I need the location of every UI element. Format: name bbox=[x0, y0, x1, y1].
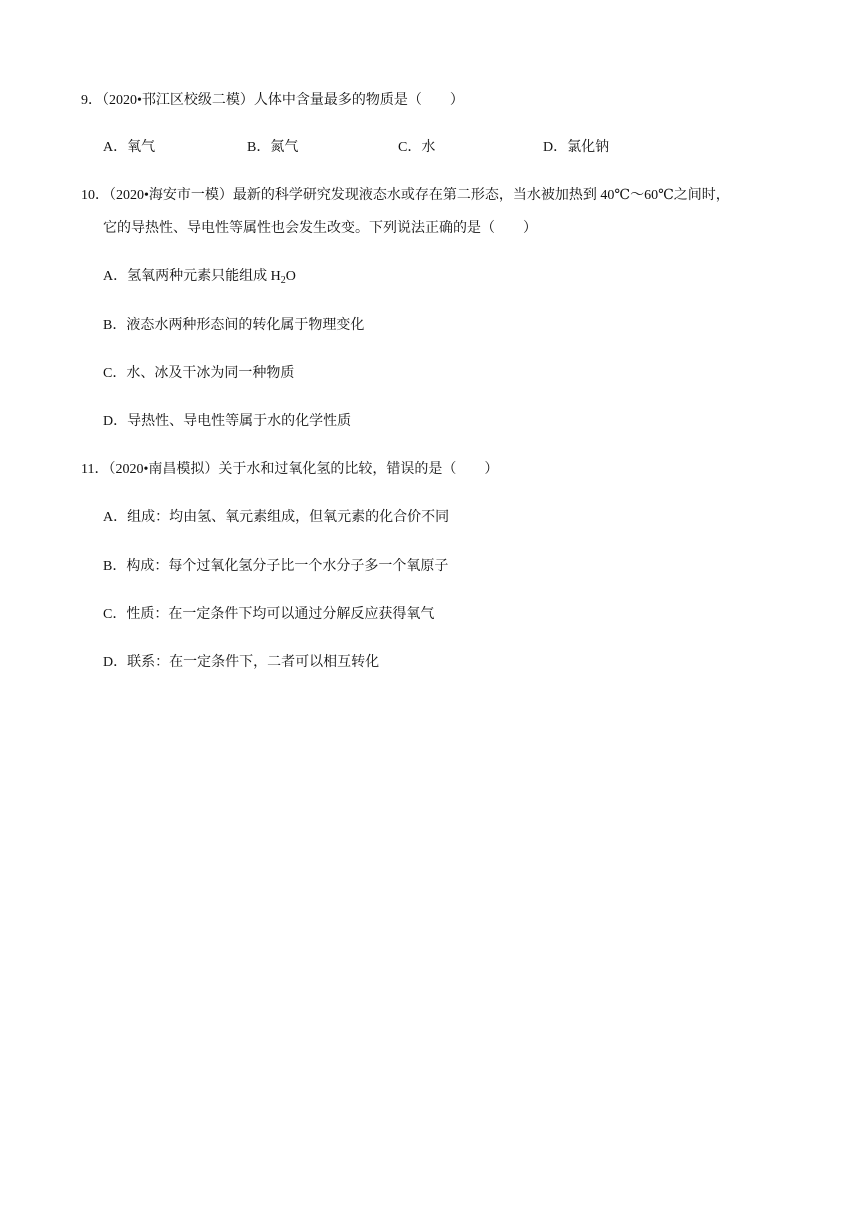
question-number: 10． bbox=[81, 188, 109, 203]
question-9-option-d[interactable]: D．氯化钠 bbox=[543, 140, 610, 155]
question-10-option-b[interactable]: B．液态水两种形态间的转化属于物理变化 bbox=[103, 318, 365, 333]
question-text: 关于水和过氧化氢的比较，错误的是（ ） bbox=[218, 462, 499, 477]
question-11-option-a[interactable]: A．组成：均由氢、氧元素组成，但氧元素的化合价不同 bbox=[103, 510, 450, 525]
question-text: 它的导热性、导电性等属性也会发生改变。下列说法正确的是（ ） bbox=[103, 221, 537, 236]
question-9-option-c[interactable]: C．水 bbox=[398, 140, 436, 155]
question-source: （2020•海安市一模） bbox=[109, 188, 233, 203]
question-9-option-b[interactable]: B．氮气 bbox=[247, 140, 299, 155]
question-source: （2020•南昌模拟） bbox=[108, 462, 219, 477]
subscript: 2 bbox=[280, 275, 286, 286]
question-number: 11． bbox=[81, 462, 109, 477]
question-10-option-d[interactable]: D．导热性、导电性等属于水的化学性质 bbox=[103, 414, 352, 429]
question-10-stem-continued bbox=[103, 219, 537, 239]
question-10-option-a[interactable]: A．氢氧两种元素只能组成 $H_2O$ bbox=[103, 269, 296, 286]
question-11-option-d[interactable]: D．联系：在一定条件下，二者可以相互转化 bbox=[103, 655, 380, 670]
question-10-stem bbox=[81, 186, 730, 206]
question-text: 最新的科学研究发现液态水或存在第二形态，当水被加热到 40℃～60℃之间时， bbox=[232, 188, 730, 203]
question-number: 9． bbox=[81, 93, 102, 108]
question-10-option-c[interactable]: C．水、冰及干冰为同一种物质 bbox=[103, 366, 295, 381]
question-11-option-b[interactable]: B．构成：每个过氧化氢分子比一个水分子多一个氧原子 bbox=[103, 559, 449, 574]
question-11-option-c[interactable]: C．性质：在一定条件下均可以通过分解反应获得氧气 bbox=[103, 607, 435, 622]
question-text: 人体中含量最多的物质是（ ） bbox=[253, 93, 464, 108]
question-source: （2020•邗江区校级二模） bbox=[102, 93, 254, 108]
question-11-stem bbox=[81, 460, 498, 480]
question-9-option-a[interactable]: A．氧气 bbox=[103, 140, 156, 155]
question-9-stem bbox=[81, 91, 464, 111]
